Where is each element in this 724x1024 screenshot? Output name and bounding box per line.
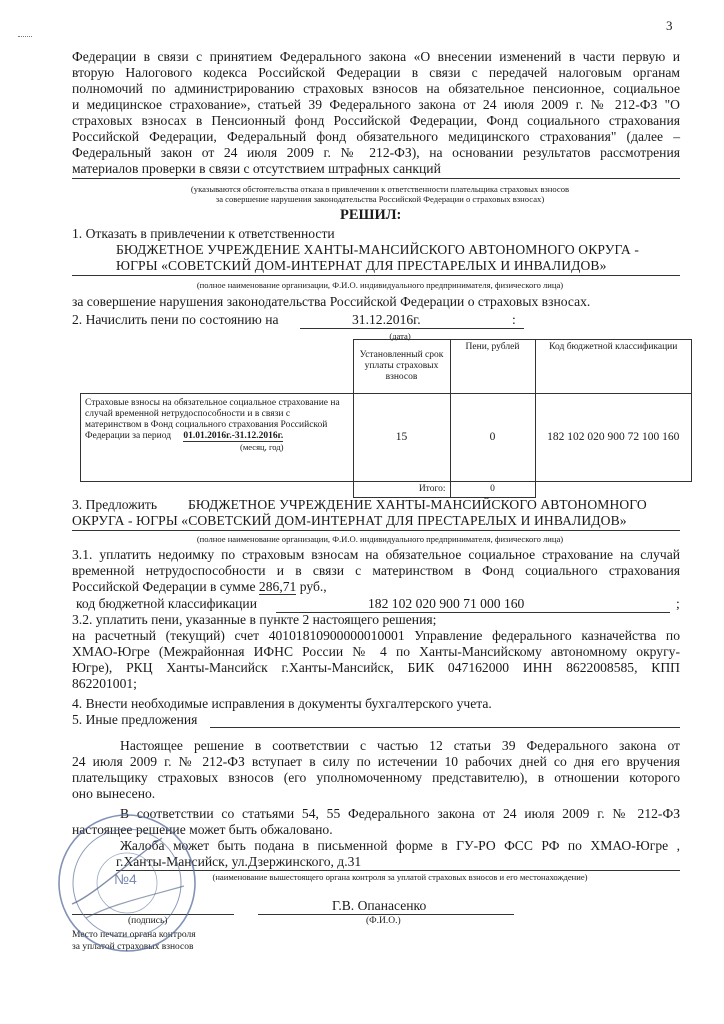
text-line: Федерации в связи с принятием Федерального закона «О внесении изменений в части первую и [72, 49, 680, 64]
caption-line: (указываются обстоятельства отказа в привлечении к ответственности плательщика страховых взносов [190, 184, 570, 194]
table-cell [81, 340, 354, 394]
sign-caption: (подпись) [128, 916, 168, 926]
appeal-line2: настоящее решение может быть обжаловано. [72, 822, 333, 837]
table-cell-penalty: 0 [450, 394, 535, 482]
item5-text: 5. Иные предложения [72, 712, 198, 727]
seal-caption-2: за уплатой страховых взносов [72, 942, 194, 952]
scan-mark [18, 36, 32, 41]
total-value: 0 [450, 482, 535, 498]
effect-line1: Настоящее решение в соответствии с частью 12 статьи 39 Федерального закона от [120, 738, 680, 753]
appeal-caption: (наименование вышестоящего органа контроля за уплатой страховых взносов и его местонахождение) [212, 872, 588, 882]
effect-line4: оно вынесено. [72, 786, 156, 801]
item31-line3 [72, 579, 327, 595]
item32-line: Югре), РКЦ Ханты-Мансийск г.Ханты-Мансийск, БИК 047162000 ИНН 8622008585, КПП [72, 660, 680, 675]
underline [210, 727, 680, 728]
underline [72, 275, 680, 276]
table-total-row [81, 482, 692, 498]
appeal-line1: В соответствии со статьями 54, 55 Федерального закона от 24 июля 2009 г. № 212-ФЗ [120, 806, 680, 821]
item1-org-line1: БЮДЖЕТНОЕ УЧРЕЖДЕНИЕ ХАНТЫ-МАНСИЙСКОГО АВТОНОМНОГО ОКРУГА - [116, 242, 639, 257]
period-caption: (месяц, год) [239, 442, 284, 452]
item1-tail: за совершение нарушения законодательства Российской Федерации о страховых взносах. [72, 294, 591, 309]
table-cell [535, 482, 692, 498]
item3-org-line2: ОКРУГА - ЮГРЫ «СОВЕТСКИЙ ДОМ-ИНТЕРНАТ ДЛЯ ПРЕСТАРЕЛЫХ И ИНВАЛИДОВ» [72, 513, 627, 528]
table-row [81, 394, 692, 482]
item1-caption: (полное наименование организации, Ф.И.О. индивидуального предпринимателя, физического лица) [196, 280, 564, 290]
item31-line2: временной нетрудоспособности и в связи с материнством в Фонд социального страхования [72, 563, 680, 578]
total-label: Итого: [353, 482, 450, 498]
effect-line2: 24 июля 2009 г. № 212-ФЗ вступает в силу по истечении 10 рабочих дней со дня его вручения [72, 754, 680, 769]
item31-line1: 3.1. уплатить недоимку по страховым взносам на обязательное социальное страхование на случай [72, 547, 680, 562]
table-header-row [81, 340, 692, 394]
table-cell-kbk: 182 102 020 900 72 100 160 [535, 394, 692, 482]
decided-heading: РЕШИЛ: [340, 207, 402, 223]
sum-label: Российской Федерации в сумме [72, 579, 256, 594]
seal-caption-1: Место печати органа контроля [72, 930, 196, 940]
item3-caption: (полное наименование организации, Ф.И.О. индивидуального предпринимателя, физического лица) [196, 534, 564, 544]
sum-unit: руб., [299, 579, 327, 594]
item32-last: 862201001; [72, 676, 137, 691]
row-label: Страховые взносы на обязательное социальное страхование на случай временной нетрудоспособности и в связи с материнством в Фонд социального страхования Российской Федерации за период [85, 398, 340, 441]
text-line: вторую Налогового кодекса Российской Федерации в связи с передачей налоговым органам [72, 65, 680, 80]
table-header: Код бюджетной классификации [535, 340, 692, 394]
underline [72, 530, 680, 531]
item3-org-line1: БЮДЖЕТНОЕ УЧРЕЖДЕНИЕ ХАНТЫ-МАНСИЙСКОГО АВТОНОМНОГО [188, 497, 647, 512]
table-cell-term: 15 [353, 394, 450, 482]
item3-lead: 3. Предложить [72, 497, 158, 512]
penalty-table [80, 339, 692, 498]
kbk-value: 182 102 020 900 71 000 160 [368, 596, 525, 611]
item32-line: на расчетный (текущий) счет 40101810900000010001 Управление федерального казначейства по [72, 628, 680, 643]
item32-line: ХМАО-Югре (Межрайонная ИФНС России № 4 по Ханты-Мансийскому автономному округу- [72, 644, 680, 659]
text-line: материалов проверки в связи с отсутствием штрафных санкций [72, 161, 441, 176]
effect-line3: плательщику страховых взносов (его уполномоченному представителю), в отношении которого [72, 770, 680, 785]
appeal-line4: г.Ханты-Мансийск, ул.Дзержинского, д.31 [116, 854, 362, 869]
refusal-caption [90, 184, 670, 204]
text-line: и медицинское страхование», статьей 39 Федерального закона от 24 июля 2009 г. № 212-ФЗ "О [72, 97, 680, 112]
item2-colon: : [512, 312, 516, 327]
text-line: полномочий по администрированию страховых взносов на обязательное пенсионное, социальное [72, 81, 680, 96]
sum-amount: 286,71 [258, 579, 297, 594]
item1-org-line2: ЮГРЫ «СОВЕТСКИЙ ДОМ-ИНТЕРНАТ ДЛЯ ПРЕСТАРЕЛЫХ И ИНВАЛИДОВ» [116, 258, 607, 273]
text-line: страховых взносах в Пенсионный фонд Российской Федерации, Фонд социального страхования [72, 113, 680, 128]
kbk-semicolon: ; [676, 596, 680, 611]
item32-line1: 3.2. уплатить пени, указанные в пункте 2 настоящего решения; [72, 612, 437, 627]
kbk-label: код бюджетной классификации [76, 596, 257, 611]
underline [300, 328, 524, 329]
table-header: Установленный срок уплаты страховых взносов [353, 340, 450, 394]
caption-line: за совершение нарушения законодательства Российской Федерации о страховых взносах) [215, 194, 545, 204]
table-cell [81, 482, 354, 498]
signer-name: Г.В. Опанасенко [332, 898, 427, 913]
seal-number: №4 [114, 871, 137, 887]
name-line [258, 914, 514, 915]
appeal-line3: Жалоба может быть подана в письменной форме в ГУ-РО ФСС РФ по ХМАО-Югре , [120, 838, 680, 853]
row-period: 01.01.2016г.-31.12.2016г. [183, 431, 284, 441]
page-number: 3 [666, 18, 673, 33]
text-line: Федеральный закон от 24 июля 2009 г. № 212-ФЗ), на основании результатов рассмотрения [72, 145, 680, 160]
item4-text: 4. Внести необходимые исправления в документы бухгалтерского учета. [72, 696, 492, 711]
text-line: Российской Федерации, Федеральный фонд обязательного медицинского страхования" (далее – [72, 129, 680, 144]
table-header: Пени, рублей [450, 340, 535, 394]
official-seal-stamp [52, 808, 202, 958]
signature-stroke [86, 886, 184, 918]
item1-lead: 1. Отказать в привлечении к ответственности [72, 226, 335, 241]
table-cell-label [81, 394, 354, 482]
underline [72, 178, 680, 179]
item2-date: 31.12.2016г. [352, 312, 421, 327]
name-caption: (Ф.И.О.) [366, 916, 401, 926]
date-caption: (дата) [389, 331, 411, 341]
item2-lead: 2. Начислить пени по состоянию на [72, 312, 279, 327]
